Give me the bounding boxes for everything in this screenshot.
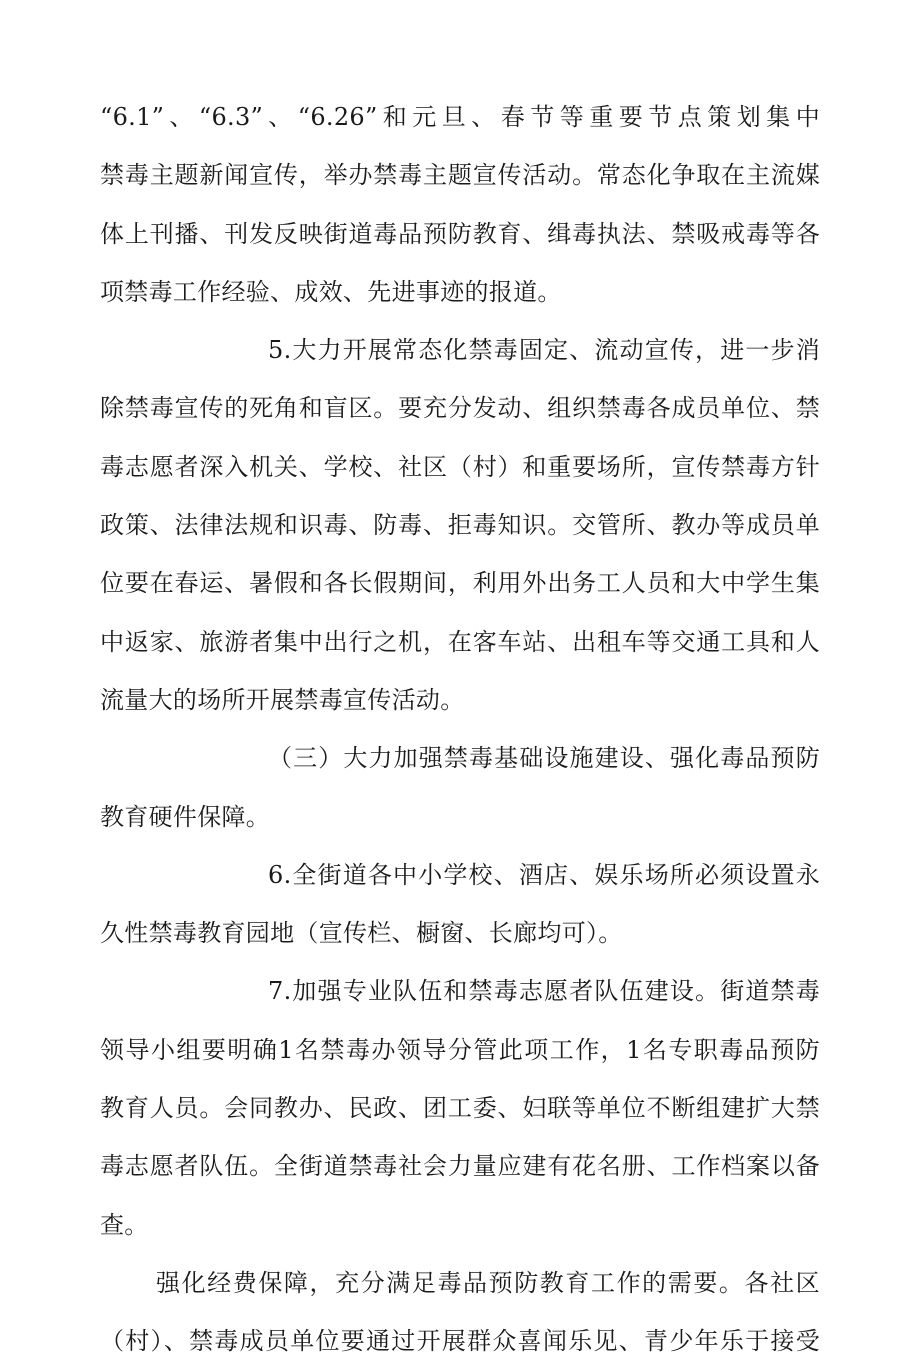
- text-line: （村）、禁毒成员单位要通过开展群众喜闻乐见、青少年乐于接受: [100, 1327, 820, 1356]
- text-line: 项禁毒工作经验、成效、先进事迹的报道。: [100, 277, 562, 306]
- text-line: 5.大力开展常态化禁毒固定、流动宣传，进一步消: [268, 336, 820, 365]
- text-line: 7.加强专业队伍和禁毒志愿者队伍建设。街道禁毒: [268, 977, 820, 1006]
- text-line: 教育人员。会同教办、民政、团工委、妇联等单位不断组建扩大禁: [100, 1094, 820, 1123]
- text-line: 久性禁毒教育园地（宣传栏、橱窗、长廊均可）。: [100, 919, 623, 948]
- text-line: 流量大的场所开展禁毒宣传活动。: [100, 685, 465, 714]
- section-heading: （三）大力加强禁毒基础设施建设、强化毒品预防: [268, 744, 820, 773]
- text-line: 禁毒主题新闻宣传，举办禁毒主题宣传活动。常态化争取在主流媒: [100, 161, 820, 190]
- text-line: 领导小组要明确1名禁毒办领导分管此项工作，1名专职毒品预防: [100, 1035, 820, 1064]
- text-line: 中返家、旅游者集中出行之机，在客车站、出租车等交通工具和人: [100, 627, 820, 656]
- text-line: 除禁毒宣传的死角和盲区。要充分发动、组织禁毒各成员单位、禁: [100, 394, 820, 423]
- document-body: [100, 88, 820, 1371]
- text-line: 毒志愿者队伍。全街道禁毒社会力量应建有花名册、工作档案以备: [100, 1152, 820, 1181]
- text-line: 查。: [100, 1210, 149, 1239]
- text-line: 6.全街道各中小学校、酒店、娱乐场所必须设置永: [268, 860, 820, 889]
- section-heading: 教育硬件保障。: [100, 802, 271, 831]
- text-line: 毒志愿者深入机关、学校、社区（村）和重要场所，宣传禁毒方针: [100, 452, 820, 481]
- text-line: 位要在春运、暑假和各长假期间，利用外出务工人员和大中学生集: [100, 569, 820, 598]
- text-line: “6.1”、“6.3”、“6.26”和元旦、春节等重要节点策划集中: [100, 103, 820, 131]
- text-line: 体上刊播、刊发反映街道毒品预防教育、缉毒执法、禁吸戒毒等各: [100, 219, 820, 248]
- text-line: 强化经费保障，充分满足毒品预防教育工作的需要。各社区: [156, 1268, 820, 1297]
- text-line: 政策、法律法规和识毒、防毒、拒毒知识。交管所、教办等成员单: [100, 511, 820, 540]
